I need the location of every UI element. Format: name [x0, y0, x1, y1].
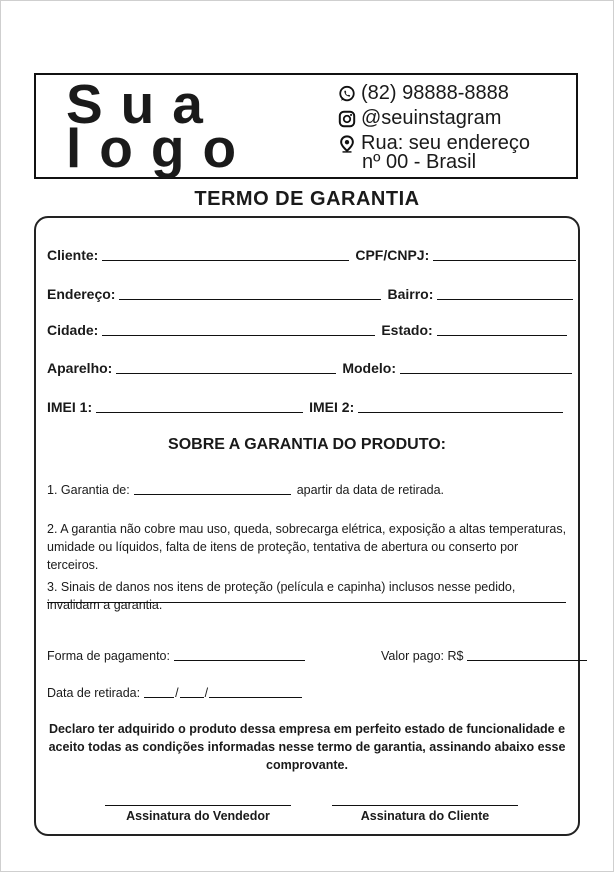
clause-1-label: 1. Garantia de: — [47, 483, 130, 497]
whatsapp-icon — [338, 85, 356, 103]
logo-line-2: logo — [66, 117, 255, 179]
address-line-1: Rua: seu endereço — [361, 132, 531, 154]
instagram-text: @seuinstagram — [361, 107, 502, 129]
signature-line-cliente — [332, 805, 518, 806]
label-endereco: Endereço: — [47, 286, 116, 302]
field-ano[interactable] — [209, 685, 302, 698]
label-aparelho: Aparelho: — [47, 360, 113, 376]
field-imei2[interactable] — [358, 400, 563, 413]
label-cliente: Cliente: — [47, 247, 99, 263]
label-valor-pago: Valor pago: R$ — [381, 649, 464, 663]
field-forma-pagamento[interactable] — [174, 648, 305, 661]
clause-1-suffix: apartir da data de retirada. — [296, 483, 445, 497]
field-imei1[interactable] — [96, 400, 303, 413]
clause-1 — [47, 482, 444, 497]
clause-3: 3. Sinais de danos nos itens de proteção (película e capinha) inclusos nesse pedido, invalidam a garantia. — [47, 580, 516, 612]
signature-label-vendedor: Assinatura do Vendedor — [126, 809, 270, 823]
label-cpf: CPF/CNPJ: — [355, 247, 430, 263]
label-cidade: Cidade: — [47, 322, 99, 338]
field-endereco[interactable] — [119, 287, 381, 300]
field-dia[interactable] — [144, 685, 174, 698]
phone-text: (82) 98888-8888 — [361, 82, 509, 104]
signature-vendedor[interactable] — [105, 805, 291, 823]
field-bairro[interactable] — [437, 287, 573, 300]
signature-label-cliente: Assinatura do Cliente — [360, 809, 490, 823]
label-imei2: IMEI 2: — [309, 399, 355, 415]
instagram-icon — [338, 110, 356, 128]
contact-info — [338, 81, 578, 175]
logo-line-1: Sua — [66, 73, 221, 135]
row-valor-pago — [381, 648, 593, 663]
signature-cliente[interactable] — [332, 805, 518, 823]
field-cpf[interactable] — [433, 248, 576, 261]
field-cidade[interactable] — [102, 323, 375, 336]
document-title: TERMO DE GARANTIA — [194, 188, 420, 210]
field-cliente[interactable] — [102, 248, 349, 261]
logo — [66, 73, 336, 179]
label-forma-pagamento: Forma de pagamento: — [47, 649, 170, 663]
row-cidade — [47, 322, 573, 338]
label-estado: Estado: — [381, 322, 433, 338]
address-line-2: nº 00 - Brasil — [362, 151, 477, 173]
field-estado[interactable] — [437, 323, 567, 336]
field-modelo[interactable] — [400, 361, 572, 374]
phone-row — [338, 81, 578, 106]
declaration: Declaro ter adquirido o produto dessa empresa em perfeito estado de funcionalidade e aceito todas as condições informadas nesse termo de garantia, assinando abaixo esse comprovante. — [48, 722, 566, 772]
label-bairro: Bairro: — [387, 286, 434, 302]
signature-line-vendedor — [105, 805, 291, 806]
date-separator: / — [175, 686, 179, 700]
row-data-retirada — [47, 685, 308, 700]
clause-2: 2. A garantia não cobre mau uso, queda, sobrecarga elétrica, exposição a altas temperaturas, umidade ou líquidos, falta de itens de proteção, tentativa de abertura ou conserto por terceiros. — [47, 522, 567, 572]
date-separator: / — [204, 686, 209, 700]
header-box — [34, 73, 578, 179]
section-title: SOBRE A GARANTIA DO PRODUTO: — [168, 436, 446, 453]
field-aparelho[interactable] — [116, 361, 336, 374]
row-aparelho — [47, 360, 578, 376]
row-endereco — [47, 286, 579, 302]
row-imei — [47, 399, 569, 415]
label-modelo: Modelo: — [342, 360, 396, 376]
field-garantia[interactable] — [134, 482, 291, 495]
label-imei1: IMEI 1: — [47, 399, 93, 415]
field-mes[interactable] — [180, 685, 204, 698]
row-cliente — [47, 247, 582, 263]
row-forma-pagamento — [47, 648, 311, 663]
instagram-row — [338, 106, 578, 131]
address-row-2 — [338, 150, 578, 175]
divider — [47, 602, 566, 603]
field-valor-pago[interactable] — [467, 648, 587, 661]
label-data-retirada: Data de retirada: — [47, 686, 141, 700]
